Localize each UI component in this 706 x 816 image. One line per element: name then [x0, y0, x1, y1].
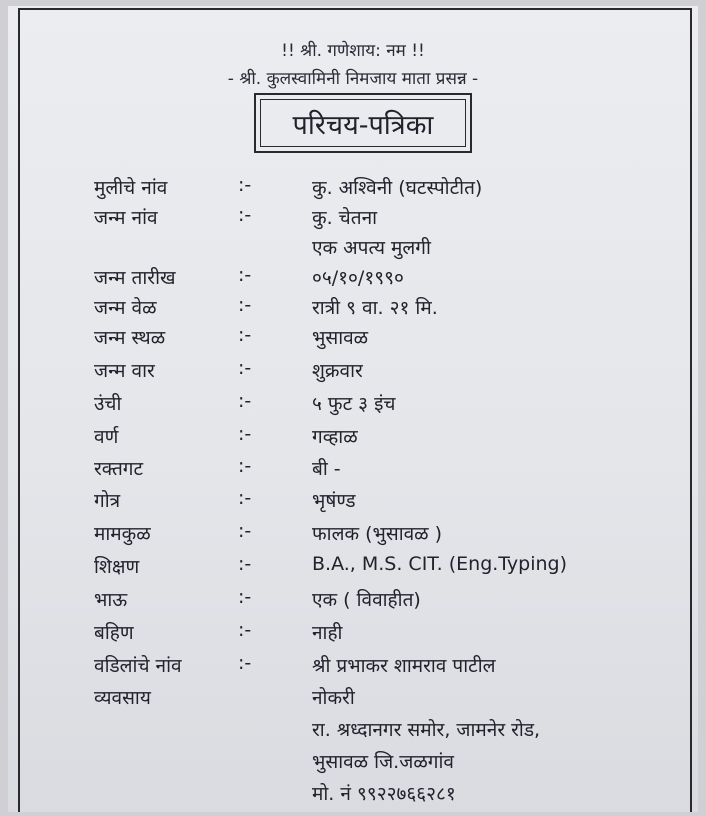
field-value: नाही — [312, 622, 343, 644]
field-label: जन्म वार — [94, 360, 155, 382]
invocation-line: !! श्री. गणेशाय: नम !! — [281, 41, 425, 61]
field-separator: :- — [238, 487, 252, 509]
detail-row — [0, 324, 706, 354]
field-label: मामकुळ — [94, 523, 151, 545]
field-value: बी - — [312, 458, 341, 480]
field-value: ०५/१०/१९९० — [312, 267, 404, 289]
field-value: श्री प्रभाकर शामराव पाटील — [312, 655, 496, 677]
field-separator: :- — [238, 520, 252, 542]
field-label: भाऊ — [94, 589, 128, 611]
detail-row — [0, 520, 706, 550]
detail-row — [0, 423, 706, 453]
field-value: कु. अश्विनी (घटस्पोटीत) — [312, 177, 483, 199]
field-separator: :- — [238, 455, 252, 477]
detail-row — [0, 357, 706, 387]
detail-row — [0, 174, 706, 204]
field-value: भुसावळ जि.जळगांव — [312, 751, 454, 773]
field-label: जन्म नांव — [94, 207, 158, 229]
detail-row — [0, 390, 706, 420]
detail-row — [0, 204, 706, 234]
field-separator: :- — [238, 619, 252, 641]
detail-row — [0, 553, 706, 583]
field-value: फालक (भुसावळ ) — [312, 523, 443, 545]
field-separator: :- — [238, 264, 252, 286]
detail-row — [0, 487, 706, 517]
field-separator: :- — [238, 586, 252, 608]
field-value: मो. नं ९९२२७६६२८१ — [312, 783, 456, 805]
field-value: गव्हाळ — [312, 426, 358, 448]
detail-row — [0, 652, 706, 682]
detail-row — [0, 586, 706, 616]
detail-row — [0, 294, 706, 324]
field-value: रात्री ९ वा. २१ मि. — [312, 297, 438, 319]
field-separator: :- — [238, 324, 252, 346]
field-value: एक अपत्य मुलगी — [312, 237, 431, 259]
field-value: नोकरी — [312, 687, 355, 709]
field-separator: :- — [238, 357, 252, 379]
field-label: जन्म स्थळ — [94, 327, 166, 349]
field-label: जन्म वेळ — [94, 297, 157, 319]
detail-row — [0, 234, 706, 264]
field-separator: :- — [238, 294, 252, 316]
field-value: कु. चेतना — [312, 207, 378, 229]
field-label: बहिण — [94, 622, 134, 644]
detail-row — [0, 684, 706, 714]
deity-blessing-line: - श्री. कुलस्वामिनी निमजाय माता प्रसन्न - — [227, 69, 479, 89]
address-line — [0, 716, 706, 746]
field-label: उंची — [94, 393, 122, 415]
field-value: एक ( विवाहीत) — [312, 589, 421, 611]
field-value: ५ फुट ३ इंच — [312, 393, 396, 415]
detail-row — [0, 455, 706, 485]
field-label: मुलीचे नांव — [94, 177, 168, 199]
page-title: परिचय-पत्रिका — [260, 99, 466, 147]
field-separator: :- — [238, 652, 252, 674]
field-value: शुक्रवार — [312, 360, 363, 382]
field-separator: :- — [238, 423, 252, 445]
field-label: जन्म तारीख — [94, 267, 176, 289]
field-value: भृषंण्ड — [312, 490, 356, 512]
field-value: रा. श्रध्दानगर समोर, जामनेर रोड, — [312, 719, 541, 741]
field-separator: :- — [238, 390, 252, 412]
field-separator: :- — [238, 174, 252, 196]
field-label: रक्तगट — [94, 458, 144, 480]
title-box — [254, 93, 472, 153]
field-label: व्यवसाय — [94, 687, 151, 709]
address-line — [0, 748, 706, 778]
field-label: वर्ण — [94, 426, 119, 448]
field-label: शिक्षण — [94, 556, 140, 578]
field-separator: :- — [238, 553, 252, 575]
field-label: वडिलांचे नांव — [94, 655, 182, 677]
field-value: B.A., M.S. CIT. (Eng.Typing) — [312, 553, 568, 575]
field-value: भुसावळ — [312, 327, 369, 349]
field-separator: :- — [238, 204, 252, 226]
detail-row — [0, 619, 706, 649]
mobile-number-line — [0, 780, 706, 810]
detail-row — [0, 264, 706, 294]
field-label: गोत्र — [94, 490, 121, 512]
